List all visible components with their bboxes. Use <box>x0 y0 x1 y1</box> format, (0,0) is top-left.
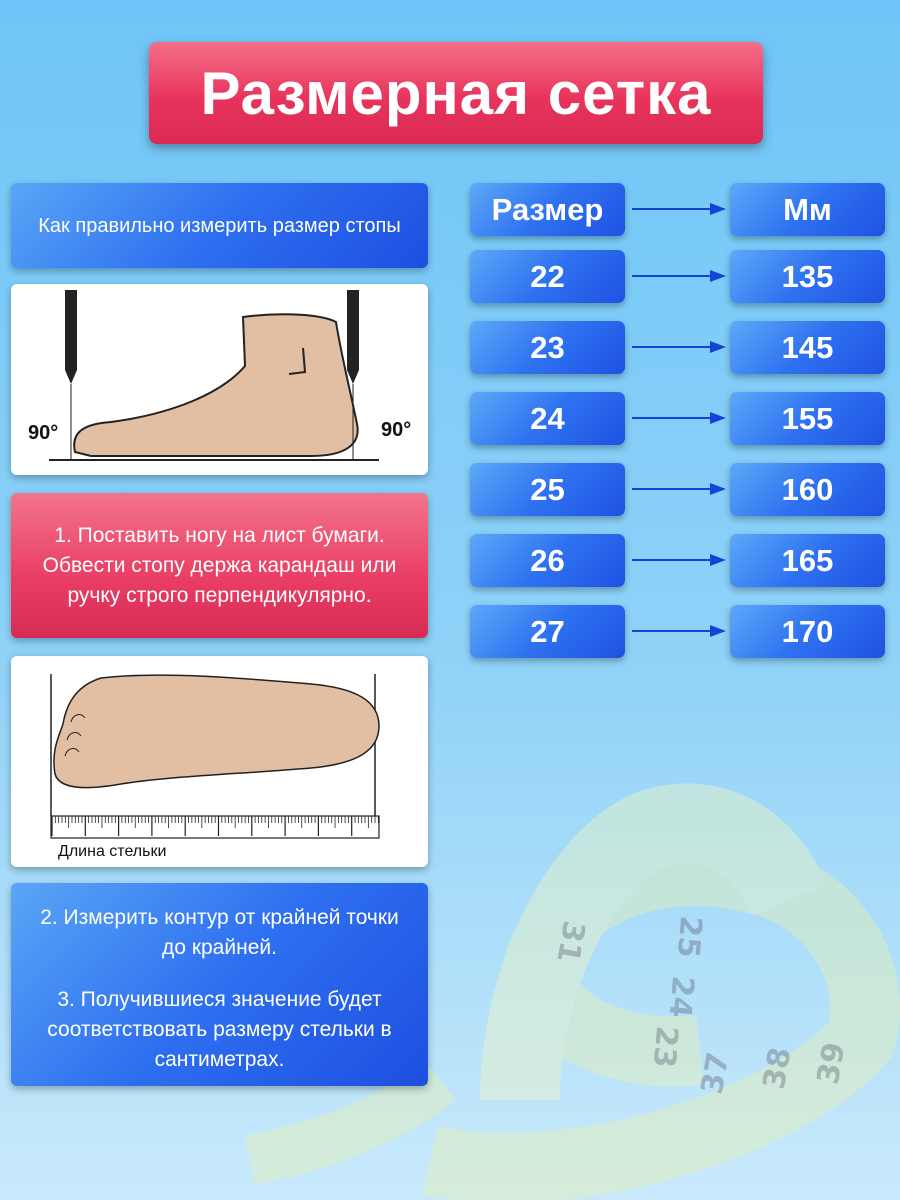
tape-number-31: 31 <box>549 918 592 966</box>
step2-text: 2. Измерить контур от крайней точки до крайней. <box>40 906 399 959</box>
tape-number-23: 23 <box>645 1024 685 1070</box>
mm-cell: 145 <box>730 321 885 374</box>
instruction-intro-card <box>11 183 428 268</box>
page-title: Размерная сетка <box>149 42 763 144</box>
size-cell: 26 <box>470 534 625 587</box>
angle-label-right: 90° <box>381 419 412 441</box>
arrow-icon <box>630 552 727 568</box>
mm-header: Мм <box>730 183 885 236</box>
arrow-icon <box>630 623 727 639</box>
size-header: Размер <box>470 183 625 236</box>
mm-cell: 155 <box>730 392 885 445</box>
angle-label-left: 90° <box>28 422 59 444</box>
foot-side-drawing <box>11 284 428 475</box>
ruler-ticks <box>51 816 381 838</box>
mm-cell: 160 <box>730 463 885 516</box>
insole-length-caption: Длина стельки <box>58 843 167 860</box>
mm-cell: 170 <box>730 605 885 658</box>
tape-number-39: 39 <box>810 1039 853 1087</box>
size-cell: 27 <box>470 605 625 658</box>
size-cell: 24 <box>470 392 625 445</box>
foot-side-illustration <box>11 284 428 475</box>
arrow-icon <box>630 410 727 426</box>
arrow-icon <box>630 268 727 284</box>
instruction-intro-text: Как правильно измерить размер стопы <box>38 214 401 237</box>
step1-card <box>11 493 428 638</box>
arrow-icon <box>630 481 727 497</box>
steps-2-3-card <box>11 883 428 1086</box>
step1-text: 1. Поставить ногу на лист бумаги. Обвести стопу держа карандаш или ручку строго перпендикулярно. <box>42 523 397 607</box>
size-cell: 25 <box>470 463 625 516</box>
tape-number-37: 37 <box>694 1049 737 1097</box>
tape-number-25: 25 <box>669 914 709 960</box>
mm-cell: 165 <box>730 534 885 587</box>
arrow-icon <box>630 201 727 217</box>
size-cell: 23 <box>470 321 625 374</box>
insole-length-illustration <box>11 656 428 867</box>
tape-number-24: 24 <box>661 974 701 1020</box>
mm-cell: 135 <box>730 250 885 303</box>
tape-number-38: 38 <box>756 1044 799 1092</box>
arrow-icon <box>630 339 727 355</box>
size-cell: 22 <box>470 250 625 303</box>
step3-text: 3. Получившиеся значение будет соответствовать размеру стельки в сантиметрах. <box>47 988 392 1071</box>
